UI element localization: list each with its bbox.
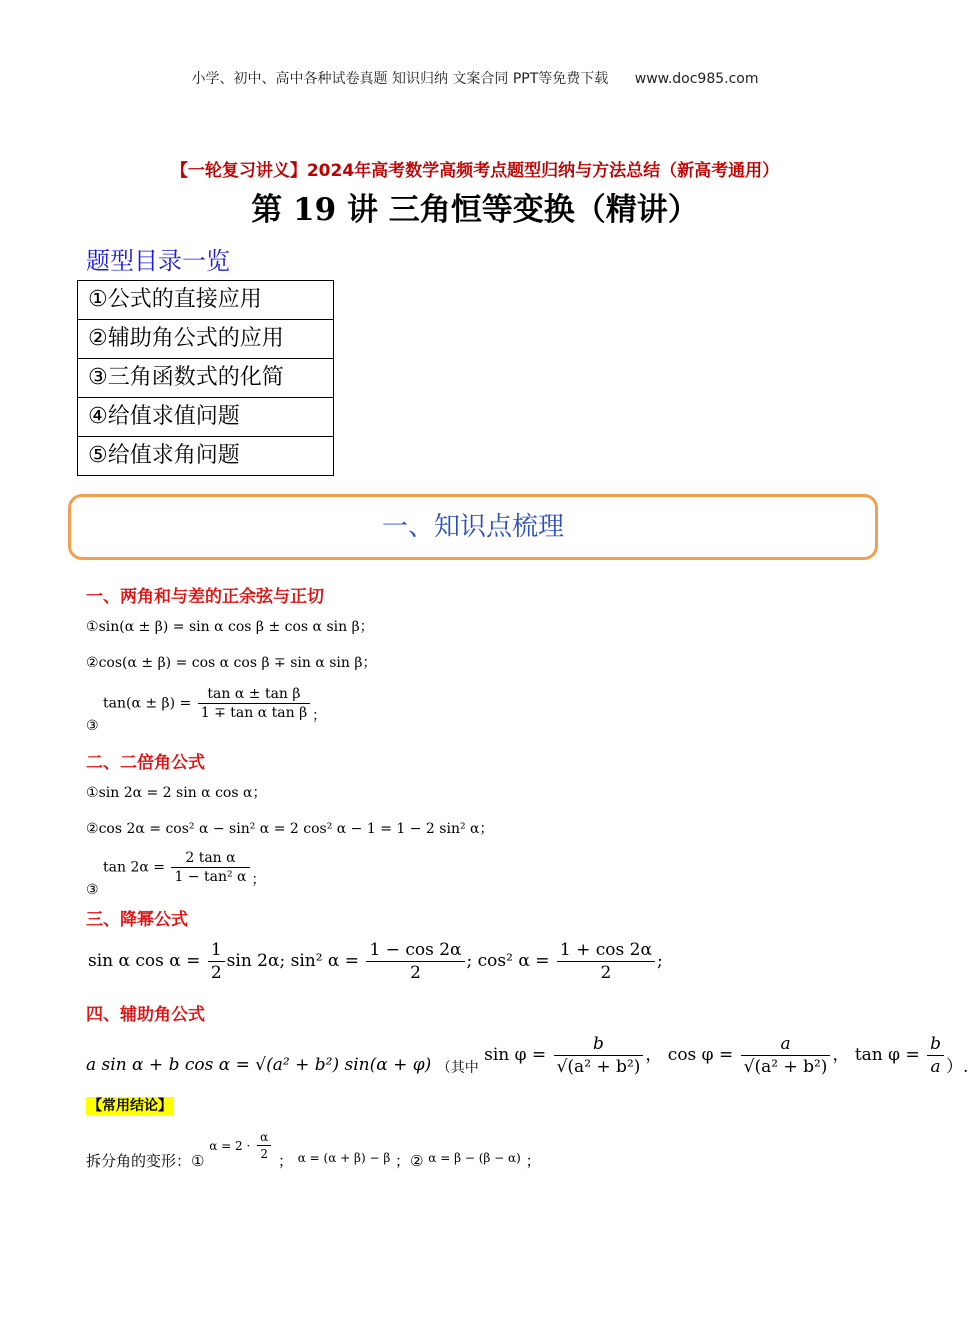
formula-power-reduction xyxy=(88,940,663,983)
denominator: 2 xyxy=(410,963,421,983)
toc-item: ⑤给值求角问题 xyxy=(78,437,334,476)
formula-cos-sum xyxy=(86,652,376,672)
formula-lhs: tan 2α = xyxy=(103,859,165,876)
fraction xyxy=(208,940,225,983)
formula-auxiliary-angle xyxy=(86,1034,968,1077)
formula-part: sin α cos α = xyxy=(88,951,201,971)
semicolon: ； xyxy=(312,707,327,724)
header-site[interactable]: www.doc985.com xyxy=(634,71,759,87)
toc-item: ③三角函数式的化简 xyxy=(78,359,334,398)
formula-text: cos 2α = cos² α − sin² α = 2 cos² α − 1 = 1 − 2 sin² α xyxy=(98,821,480,837)
fraction xyxy=(171,850,249,885)
semicolon: ； xyxy=(479,821,494,837)
formula-part: sin 2α; sin² α = xyxy=(226,951,360,971)
semicolon: ； xyxy=(525,1152,541,1170)
numerator: tan α ± tan β xyxy=(198,686,310,704)
header-text: 小学、初中、高中各种试卷真题 知识归纳 文案合同 PPT等免费下载 xyxy=(191,71,609,87)
section-title: 一、知识点梳理 xyxy=(381,512,564,542)
formula-tan-double xyxy=(86,850,266,898)
page-title: 第 19 讲 三角恒等变换（精讲） xyxy=(251,192,699,228)
formula-end: ）. xyxy=(946,1057,968,1077)
formula-text: sin(α ± β) = sin α cos β ± cos α sin β xyxy=(98,619,360,635)
numerator: b xyxy=(927,1034,944,1056)
angle-split-label-2: ；② xyxy=(395,1152,424,1170)
denominator: 1 − tan² α xyxy=(174,869,247,885)
page-header xyxy=(0,68,950,88)
formula-sin-double xyxy=(86,782,266,802)
heading-sum-difference: 一、两角和与差的正余弦与正切 xyxy=(86,587,324,607)
series-title: 【一轮复习讲义】2024年高考数学高频考点题型归纳与方法总结（新高考通用） xyxy=(170,161,780,181)
fraction xyxy=(257,1130,271,1161)
heading-double-angle: 二、二倍角公式 xyxy=(86,753,205,773)
denominator: 2 xyxy=(210,963,222,983)
fraction xyxy=(741,1034,831,1077)
section-banner xyxy=(68,494,878,560)
numerator: a xyxy=(741,1034,831,1056)
badge-text: 【常用结论】 xyxy=(88,1098,172,1114)
semicolon: ； xyxy=(251,871,266,888)
numerator: b xyxy=(554,1034,644,1056)
formula-part: ; cos² α = xyxy=(466,951,550,971)
numerator: 1 − cos 2α xyxy=(366,940,464,962)
angle-split-line xyxy=(86,1130,541,1170)
semicolon: ； xyxy=(362,655,377,671)
fraction xyxy=(557,940,655,983)
semicolon: ； xyxy=(277,1152,293,1170)
formula-text: cos(α ± β) = cos α cos β ∓ sin α sin β xyxy=(98,655,363,671)
denominator: 1 ∓ tan α tan β xyxy=(200,705,308,721)
circle-2: ② xyxy=(86,821,99,837)
denominator: 2 xyxy=(600,963,612,983)
numerator: 2 tan α xyxy=(171,850,249,868)
numerator: 1 xyxy=(208,940,225,962)
comma: ， xyxy=(645,1045,663,1065)
toc-item: ②辅助角公式的应用 xyxy=(78,320,334,359)
formula-lhs: a sin α + b cos α = √(a² + b²) sin(α + φ) xyxy=(86,1055,432,1075)
fraction xyxy=(554,1034,644,1077)
denominator: 2 xyxy=(260,1147,268,1161)
fraction xyxy=(927,1034,944,1077)
semicolon: ； xyxy=(359,619,374,635)
formula-text: sin 2α = 2 sin α cos α xyxy=(98,785,253,801)
toc-title: 题型目录一览 xyxy=(86,247,230,275)
denominator: √(a² + b²) xyxy=(743,1057,828,1077)
denominator: √(a² + b²) xyxy=(556,1057,641,1077)
toc-table xyxy=(77,280,334,476)
fraction xyxy=(366,940,464,983)
heading-auxiliary-angle: 四、辅助角公式 xyxy=(86,1005,205,1025)
numerator: 1 + cos 2α xyxy=(557,940,655,962)
formula-sin-sum xyxy=(86,616,374,636)
formula-cos-double xyxy=(86,818,493,838)
formula-note: （其中 xyxy=(436,1060,479,1076)
toc-item: ①公式的直接应用 xyxy=(78,281,334,320)
circle-1: ① xyxy=(86,619,99,635)
toc-item: ④给值求值问题 xyxy=(78,398,334,437)
denominator: a xyxy=(930,1057,941,1077)
formula-lhs: tan(α ± β) = xyxy=(103,695,192,712)
formula-part: cos φ = xyxy=(667,1045,734,1065)
formula-part: ; xyxy=(656,951,663,971)
numerator: α xyxy=(257,1130,271,1146)
angle-split-label: 拆分角的变形：① xyxy=(86,1152,205,1170)
semicolon: ； xyxy=(252,785,267,801)
circle-1: ① xyxy=(86,785,99,801)
formula-part: α = 2 · xyxy=(209,1139,251,1153)
formula-tan-sum xyxy=(86,686,327,734)
circle-3: ③ xyxy=(86,881,99,898)
formula-part: tan φ = xyxy=(854,1045,920,1065)
comma: ， xyxy=(832,1045,850,1065)
fraction xyxy=(198,686,310,721)
circle-2: ② xyxy=(86,655,99,671)
formula-part: sin φ = xyxy=(484,1045,547,1065)
circle-3: ③ xyxy=(86,717,99,734)
formula-part: α = β − (β − α) xyxy=(428,1151,521,1165)
formula-part: α = (α + β) − β xyxy=(297,1151,391,1165)
heading-power-reduction: 三、降幂公式 xyxy=(86,910,188,930)
common-conclusions-badge xyxy=(86,1095,174,1115)
